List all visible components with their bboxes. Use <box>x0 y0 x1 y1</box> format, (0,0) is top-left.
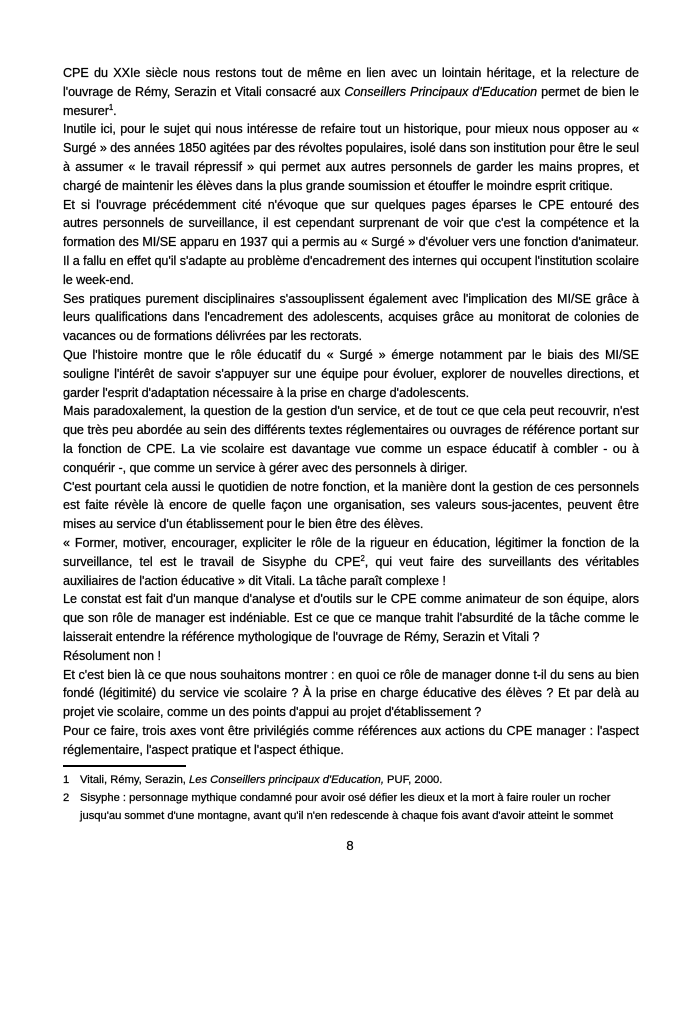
text-run: « Former, motiver, encourager, expliciter le rôle de la rigueur en éducation, légitimer la fonction de la surveillance, tel est le travail de Sisyphe du CPE <box>63 535 639 569</box>
text-run: Vitali, Rémy, Serazin, <box>80 774 190 787</box>
text-run: Résolument non ! <box>63 648 161 663</box>
footnote <box>63 771 639 789</box>
paragraph <box>63 346 639 402</box>
text-run: C'est pourtant cela aussi le quotidien de notre fonction, et la manière dont la gestion de ces personnels est faite révèle là encore de quelle façon une organisation, ses valeurs sous-jacentes, peuvent être mises au service d'un établissement pour le bien être des élèves. <box>63 479 639 532</box>
text-run: Et c'est bien là ce que nous souhaitons montrer : en quoi ce rôle de manager donne t-il du sens au bien fondé (légitimité) du service vie scolaire ? À la prise en charge éducative des élèves ? Et par delà au projet vie scolaire, comme un des points d'appui au projet d'établissement ? <box>63 667 639 720</box>
text-run: Conseillers Principaux d'Education <box>344 84 538 99</box>
paragraph <box>63 402 639 477</box>
text-run: , qui veut faire des surveillants des véritables auxiliaires de l'action éducative » dit Vitali. La tâche paraît complexe ! <box>63 554 640 588</box>
footnote-separator <box>63 765 186 767</box>
text-run: Sisyphe : personnage mythique condamné pour avoir osé défier les dieux et la mort à faire rouler un rocher jusqu'au sommet d'une montagne, avant qu'il n'en redescende à chaque fois avant d'avoir atteint le sommet <box>80 792 614 823</box>
text-run: Inutile ici, pour le sujet qui nous intéresse de refaire tout un historique, pour mieux nous opposer au « Surgé » des années 1850 agitées par des révoltes populaires, isolé dans son institution pour être le seul à assumer « le travail répressif » qui permet aux autres personnels de garder les mains propres, et chargé de maintenir les élèves dans la plus grande soumission et étouffer le moindre esprit critique. <box>63 122 639 193</box>
paragraph <box>63 196 639 290</box>
text-run: permet de bien le mesurer <box>63 84 640 118</box>
paragraph <box>63 590 639 646</box>
document-body <box>63 64 639 759</box>
paragraph <box>63 722 639 760</box>
text-run: Pour ce faire, trois axes vont être privilégiés comme références aux actions du CPE manager : l'aspect réglementaire, l'aspect pratique et l'aspect éthique. <box>63 723 639 757</box>
paragraph <box>63 534 639 590</box>
text-run: Les Conseillers principaux d'Education, <box>189 774 384 787</box>
page-number: 8 <box>346 838 354 854</box>
paragraph <box>63 290 639 346</box>
paragraph <box>63 647 639 666</box>
footnote-number: 2 <box>63 792 70 805</box>
text-run: . <box>113 103 117 118</box>
footnote-text <box>80 771 639 789</box>
paragraph <box>63 666 639 722</box>
paragraph <box>63 64 639 120</box>
text-run: Ses pratiques purement disciplinaires s'assouplissent également avec l'implication des MI/SE grâce à leurs qualifications dans l'encadrement des adolescents, acquises grâce au monitorat de colonies de vacances ou de formations délivrées par les rectorats. <box>63 291 639 344</box>
footnote-text <box>80 789 639 825</box>
footnote-number: 1 <box>63 774 70 787</box>
footnote <box>63 789 639 825</box>
text-run: Mais paradoxalement, la question de la gestion d'un service, et de tout ce que cela peut recouvrir, n'est que très peu abordée au sein des différents textes réglementaires ou ouvrages de référence portant sur la fonction de CPE. La vie scolaire est davantage vue comme un espace éducatif à combler - ou à conquérir -, que comme un service à gérer avec des personnels à diriger. <box>63 404 639 475</box>
paragraph <box>63 120 639 195</box>
footnotes-section <box>63 771 639 825</box>
text-run: Et si l'ouvrage précédemment cité n'évoque que sur quelques pages éparses le CPE entouré des autres personnels de surveillance, il est cependant surprenant de voir que c'est la compétence et la formation des MI/SE apparu en 1937 qui a permis au « Surgé » d'évoluer vers une fonction d'animateur. Il a fallu en effet qu'il s'adapte au problème d'encadrement des internes qui occupent l'institution scolaire le week-end. <box>63 197 639 287</box>
text-run: Que l'histoire montre que le rôle éducatif du « Surgé » émerge notamment par le biais des MI/SE souligne l'intérêt de savoir s'appuyer sur une équipe pour évoluer, explorer de nouvelles directions, et garder l'esprit d'adaptation nécessaire à la prise en charge d'adolescents. <box>63 347 639 400</box>
paragraph <box>63 478 639 534</box>
footnote-reference: 1 <box>108 102 114 112</box>
text-run: CPE du XXIe siècle nous restons tout de même en lien avec un lointain héritage, et la relecture de l'ouvrage de Rémy, Serazin et Vitali consacré aux <box>63 66 639 99</box>
text-run: Le constat est fait d'un manque d'analyse et d'outils sur le CPE comme animateur de son équipe, alors que son rôle de manager est indéniable. Est ce que ce manque trahit l'absurdité de la tâche comme le laisserait entendre la référence mythologique de l'ouvrage de Rémy, Serazin et Vitali ? <box>63 592 639 644</box>
text-run: PUF, 2000. <box>383 774 443 787</box>
footnote-reference: 2 <box>360 553 365 563</box>
